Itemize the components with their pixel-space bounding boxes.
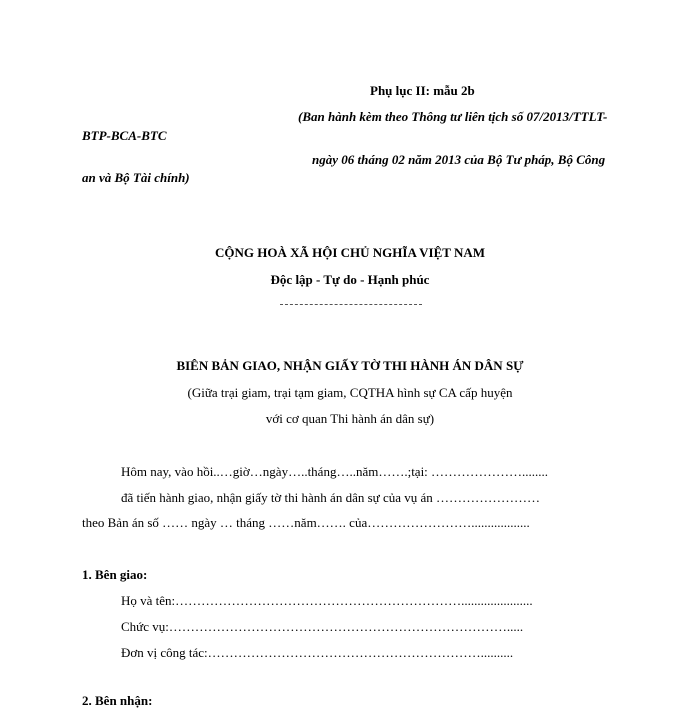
national-motto: Độc lập - Tự do - Hạnh phúc [270,272,430,287]
body-line-1: Hôm nay, vào hồi..…giờ…ngày…..tháng…..năm…….;tại: …………………........ [121,464,549,479]
issued-by-line-3: ngày 06 tháng 02 năm 2013 của Bộ Tư pháp, Bộ Công [312,152,606,167]
issued-by-line-1: (Ban hành kèm theo Thông tư liên tịch số 07/2013/TTLT- [298,109,608,124]
giver-unit-field: Đơn vị công tác:……………………………………………………….......... [121,645,514,660]
section-2-heading: 2. Bên nhận: [82,693,153,708]
issued-by-line-4: an và Bộ Tài chính) [82,170,190,185]
body-line-2: đã tiến hành giao, nhận giấy tờ thi hành án dân sự của vụ án …………………… [121,490,541,505]
body-line-3: theo Bản án số …… ngày … tháng ……năm……. của…………………….................. [82,515,530,530]
document-title: BIÊN BẢN GIAO, NHẬN GIẤY TỜ THI HÀNH ÁN DÂN SỰ [176,358,524,373]
giver-position-field: Chức vụ:……………………………………………………………………..... [121,619,524,634]
section-1-heading: 1. Bên giao: [82,567,148,582]
annex-label: Phụ lục II: mẫu 2b [370,83,475,98]
document-subtitle-line-1: (Giữa trại giam, trại tạm giam, CQTHA hình sự CA cấp huyện [187,385,513,400]
country-name: CỘNG HOÀ XÃ HỘI CHỦ NGHĨA VIỆT NAM [214,245,486,260]
document-subtitle-line-2: với cơ quan Thi hành án dân sự) [265,411,435,426]
motto-underline [280,304,422,305]
issued-by-line-2: BTP-BCA-BTC [82,128,167,143]
giver-name-field: Họ và tên:…………………………………………………………...................... [121,593,533,608]
